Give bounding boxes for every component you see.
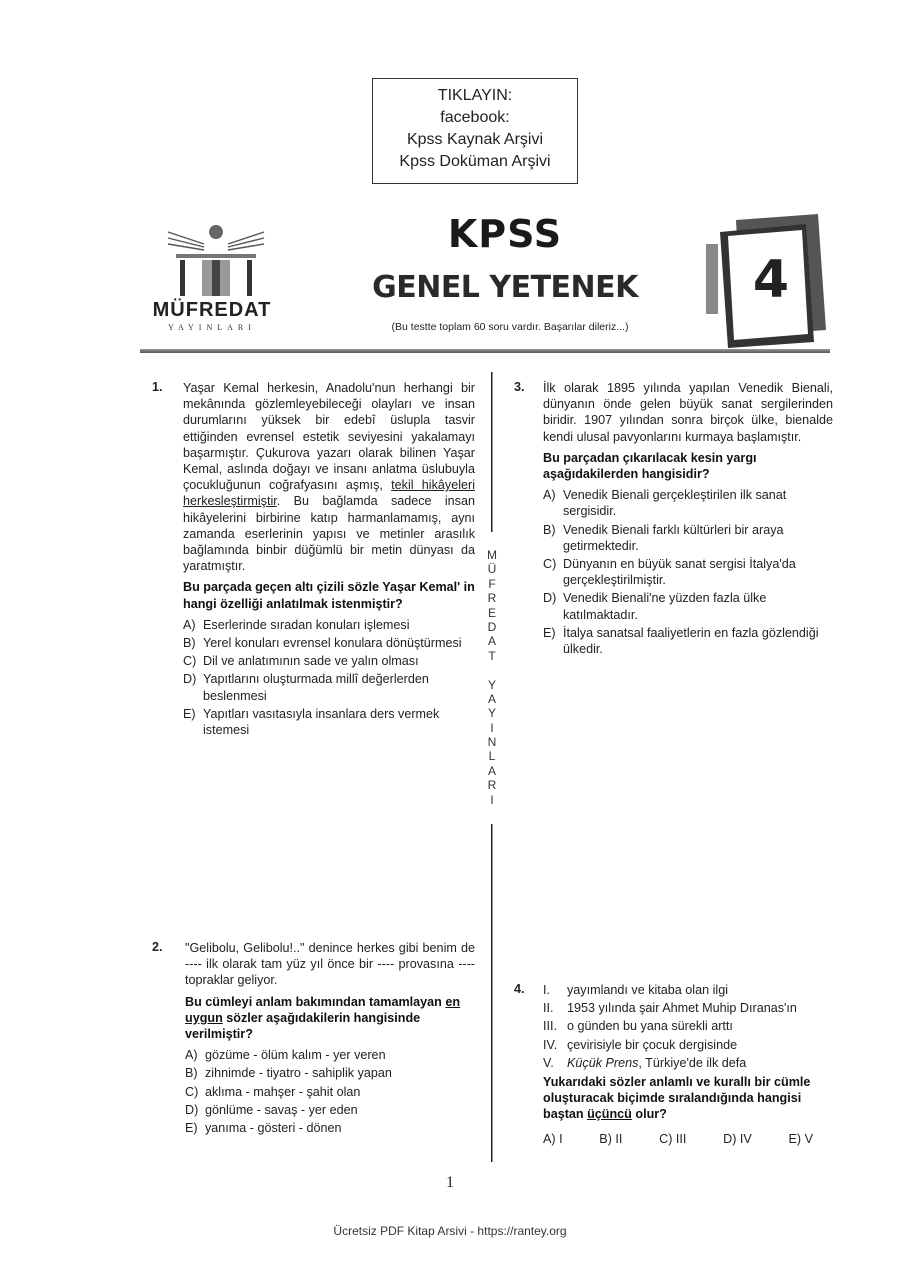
- option-text: zihnimde - tiyatro - sahiplik yapan: [205, 1066, 392, 1081]
- watermark-letter: T: [488, 648, 496, 663]
- ordering-item: [543, 1055, 836, 1071]
- item-text: o günden bu yana sürekli arttı: [567, 1019, 733, 1034]
- option-text: Venedik Bienali farklı kültürleri bir araya getirmektedir.: [563, 522, 784, 553]
- test-info: (Bu testte toplam 60 soru vardır. Başarılar dileriz...): [391, 321, 629, 333]
- vertical-publisher-watermark: [484, 548, 500, 807]
- item-text: 1953 yılında şair Ahmet Muhip Dıranas'ın: [567, 1001, 797, 1016]
- option-letter: A): [543, 488, 556, 503]
- prompt-text: sözler aşağıdakilerin hangisinde verilmiştir?: [185, 1010, 421, 1042]
- answer-option-e[interactable]: [543, 625, 833, 657]
- option-letter: A): [185, 1048, 198, 1063]
- logo-subtitle: YAYINLARI: [168, 323, 256, 332]
- question-3: [543, 380, 833, 659]
- watermark-letter: Y: [487, 677, 496, 692]
- watermark-letter: A: [487, 763, 496, 778]
- page-title: KPSS: [447, 212, 563, 256]
- ordering-item: [543, 1018, 836, 1034]
- question-number: 1.: [152, 380, 163, 394]
- answer-option-e[interactable]: E) V: [788, 1131, 813, 1146]
- question-4: [543, 982, 836, 1147]
- stem-text: Yaşar Kemal herkesin, Anadolu'nun herhangi bir mekânında gözlemleyebileceği olayları ve insan durumlarını yüksek bir edebî üslupla tasvir ettiğinden evrensel estetik seviyesini yakalamayı başarmıştır. Çukurova yazarı olarak bilinen Yaşar Kemal, aslında doğayı ve insanı anlatma üslubuyla çocukluğunun coğrafyasını aşmış,: [183, 381, 475, 493]
- watermark-letter: I: [490, 792, 494, 807]
- question-number: 2.: [152, 940, 163, 954]
- question-prompt: Bu parçadan çıkarılacak kesin yargı aşağıdakilerden hangisidir?: [543, 450, 757, 482]
- notice-line: Kpss Doküman Arşivi: [399, 153, 551, 170]
- answer-option-c[interactable]: [183, 653, 475, 669]
- roman-numeral: IV.: [543, 1037, 558, 1052]
- prompt-underlined-text: en uygun: [185, 994, 461, 1025]
- badge-number: 4: [752, 250, 790, 310]
- watermark-letter: [484, 663, 500, 677]
- item-text: yayımlandı ve kitaba olan ilgi: [567, 983, 729, 997]
- answer-option-c[interactable]: [543, 556, 833, 588]
- answer-options: [543, 1131, 813, 1147]
- option-letter: B): [185, 1066, 198, 1081]
- option-letter: D): [183, 672, 197, 687]
- test-number-badge: [706, 210, 832, 350]
- item-text: çevirisiyle bir çocuk dergisinde: [567, 1037, 738, 1052]
- answer-option-a[interactable]: A) I: [543, 1131, 563, 1146]
- option-text: yanıma - gösteri - dönen: [205, 1121, 342, 1136]
- stem-underlined-text: tekil hikâyeleri herkesleştirmiştir: [183, 478, 475, 509]
- notice-line: Kpss Kaynak Arşivi: [406, 131, 544, 148]
- watermark-letter: F: [488, 576, 496, 591]
- question-number: 4.: [514, 982, 525, 996]
- option-letter: B): [543, 522, 556, 537]
- prompt-text: Bu cümleyi anlam bakımından tamamlayan: [185, 994, 446, 1009]
- answer-option-b[interactable]: [185, 1065, 475, 1081]
- answer-option-d[interactable]: [543, 590, 833, 622]
- header-divider: [140, 349, 830, 353]
- stem-text: . Bu bağlamda sadece insan hikâyelerini birbirine katıp harmanlamamış, aynı zamanda eserlerinin yapısı ve metinler arasılık bağlamında binbir düğümlü bir metin dünyası da yaratmıştır.: [183, 494, 475, 574]
- answer-option-a[interactable]: [185, 1047, 475, 1063]
- roman-numeral: V.: [543, 1055, 554, 1070]
- option-letter: C): [185, 1084, 199, 1099]
- answer-option-d[interactable]: [185, 1102, 475, 1118]
- answer-option-c[interactable]: C) III: [659, 1131, 687, 1146]
- roman-numeral: I.: [543, 983, 550, 997]
- facebook-notice-box[interactable]: [372, 78, 578, 184]
- question-prompt: [543, 1074, 836, 1123]
- answer-option-a[interactable]: [183, 617, 475, 633]
- question-number: 3.: [514, 380, 525, 394]
- page-subtitle: GENEL YETENEK: [372, 270, 638, 305]
- prompt-text: olur?: [631, 1107, 667, 1122]
- watermark-letter: Ü: [487, 562, 497, 577]
- answer-option-a[interactable]: [543, 487, 833, 519]
- answer-options: [543, 487, 833, 657]
- question-1: [183, 380, 475, 740]
- option-text: Dünyanın en büyük sanat sergisi İtalya'da gerçekleştirilmiştir.: [563, 557, 796, 588]
- watermark-letter: N: [487, 735, 497, 750]
- watermark-letter: R: [487, 778, 497, 793]
- notice-line: facebook:: [440, 109, 510, 126]
- option-text: Dil ve anlatımının sade ve yalın olması: [203, 654, 419, 669]
- answer-options: [183, 617, 475, 738]
- watermark-letter: Y: [487, 706, 496, 721]
- question-stem: "Gelibolu, Gelibolu!.." denince herkes gibi benim de ---- ilk olarak tam yüz yıl önce bir ---- provasına ---- topraklar geliyor.: [185, 941, 475, 988]
- answer-option-b[interactable]: [543, 522, 833, 554]
- watermark-letter: D: [487, 619, 497, 634]
- ordering-item: [543, 1000, 836, 1016]
- option-text: Venedik Bienali'ne yüzden fazla ülke katılmaktadır.: [563, 591, 767, 622]
- ordering-item: [543, 982, 836, 998]
- option-text: aklıma - mahşer - şahit olan: [205, 1084, 361, 1099]
- option-letter: E): [183, 706, 196, 721]
- option-text: Eserlerinde sıradan konuları işlemesi: [203, 617, 410, 632]
- watermark-letter: A: [487, 634, 496, 649]
- answer-option-d[interactable]: D) IV: [723, 1131, 752, 1146]
- notice-line: TIKLAYIN:: [437, 87, 513, 104]
- answer-option-e[interactable]: [185, 1120, 475, 1136]
- footer-text: Ücretsiz PDF Kitap Arsivi - https://rantey.org: [333, 1224, 567, 1238]
- option-letter: E): [543, 625, 556, 640]
- watermark-letter: I: [490, 720, 494, 735]
- watermark-letter: R: [487, 591, 497, 606]
- item-text: , Türkiye'de ilk defa: [638, 1055, 747, 1070]
- option-letter: A): [183, 617, 196, 632]
- option-letter: E): [185, 1121, 198, 1136]
- watermark-letter: M: [487, 548, 497, 562]
- question-2: [185, 940, 475, 1138]
- option-text: gözüme - ölüm kalım - yer veren: [205, 1048, 386, 1063]
- option-letter: D): [185, 1102, 199, 1117]
- option-text: Yerel konuları evrensel konulara dönüştürmesi: [203, 636, 462, 651]
- answer-option-c[interactable]: [185, 1084, 475, 1100]
- prompt-text: Yukarıdaki sözler anlamlı ve kurallı bir cümle oluşturacak biçimde sıralandığında hangisi baştan: [543, 1075, 811, 1122]
- option-letter: C): [183, 654, 197, 669]
- question-stem: İlk olarak 1895 yılında yapılan Venedik Bienali, dünyanın önde gelen büyük sanat sergilerinden biridir. 1907 yılından sonra birçok ülke, bienalde kendi ulusal pavyonlarını kurmaya başlamıştır.: [543, 381, 833, 444]
- option-letter: B): [183, 636, 196, 651]
- answer-option-d[interactable]: [183, 671, 475, 703]
- question-stem: [183, 380, 475, 574]
- watermark-letter: E: [487, 605, 496, 620]
- option-letter: C): [543, 557, 557, 572]
- answer-option-b[interactable]: B) II: [599, 1131, 623, 1146]
- question-prompt: Bu parçada geçen altı çizili sözle Yaşar Kemal' in hangi özelliği anlatılmak istenmiştir?: [183, 580, 475, 611]
- answer-option-b[interactable]: [183, 635, 475, 651]
- answer-option-e[interactable]: [183, 706, 475, 738]
- option-letter: D): [543, 591, 557, 606]
- item-italic-text: Küçük Prens: [567, 1055, 639, 1070]
- ordering-items: [543, 982, 836, 1071]
- option-text: İtalya sanatsal faaliyetlerin en fazla gözlendiği ülkedir.: [563, 625, 819, 657]
- page-number: 1: [446, 1174, 454, 1191]
- watermark-letter: A: [487, 691, 496, 706]
- option-text: Yapıtları vasıtasıyla insanlara ders vermek istemesi: [203, 706, 440, 738]
- prompt-underlined-text: üçüncü: [587, 1107, 632, 1122]
- option-text: Venedik Bienali gerçekleştirilen ilk sanat sergisidir.: [563, 488, 787, 519]
- question-prompt: [185, 994, 475, 1043]
- option-text: gönlüme - savaş - yer eden: [205, 1102, 358, 1117]
- ordering-item: [543, 1037, 836, 1053]
- roman-numeral: III.: [543, 1019, 557, 1034]
- answer-options: [185, 1047, 475, 1136]
- option-text: Yapıtlarını oluşturmada millî değerlerden beslenmesi: [203, 672, 429, 703]
- logo-wordmark: MÜFREDAT: [152, 299, 272, 321]
- roman-numeral: II.: [543, 1001, 554, 1016]
- watermark-letter: L: [488, 749, 496, 764]
